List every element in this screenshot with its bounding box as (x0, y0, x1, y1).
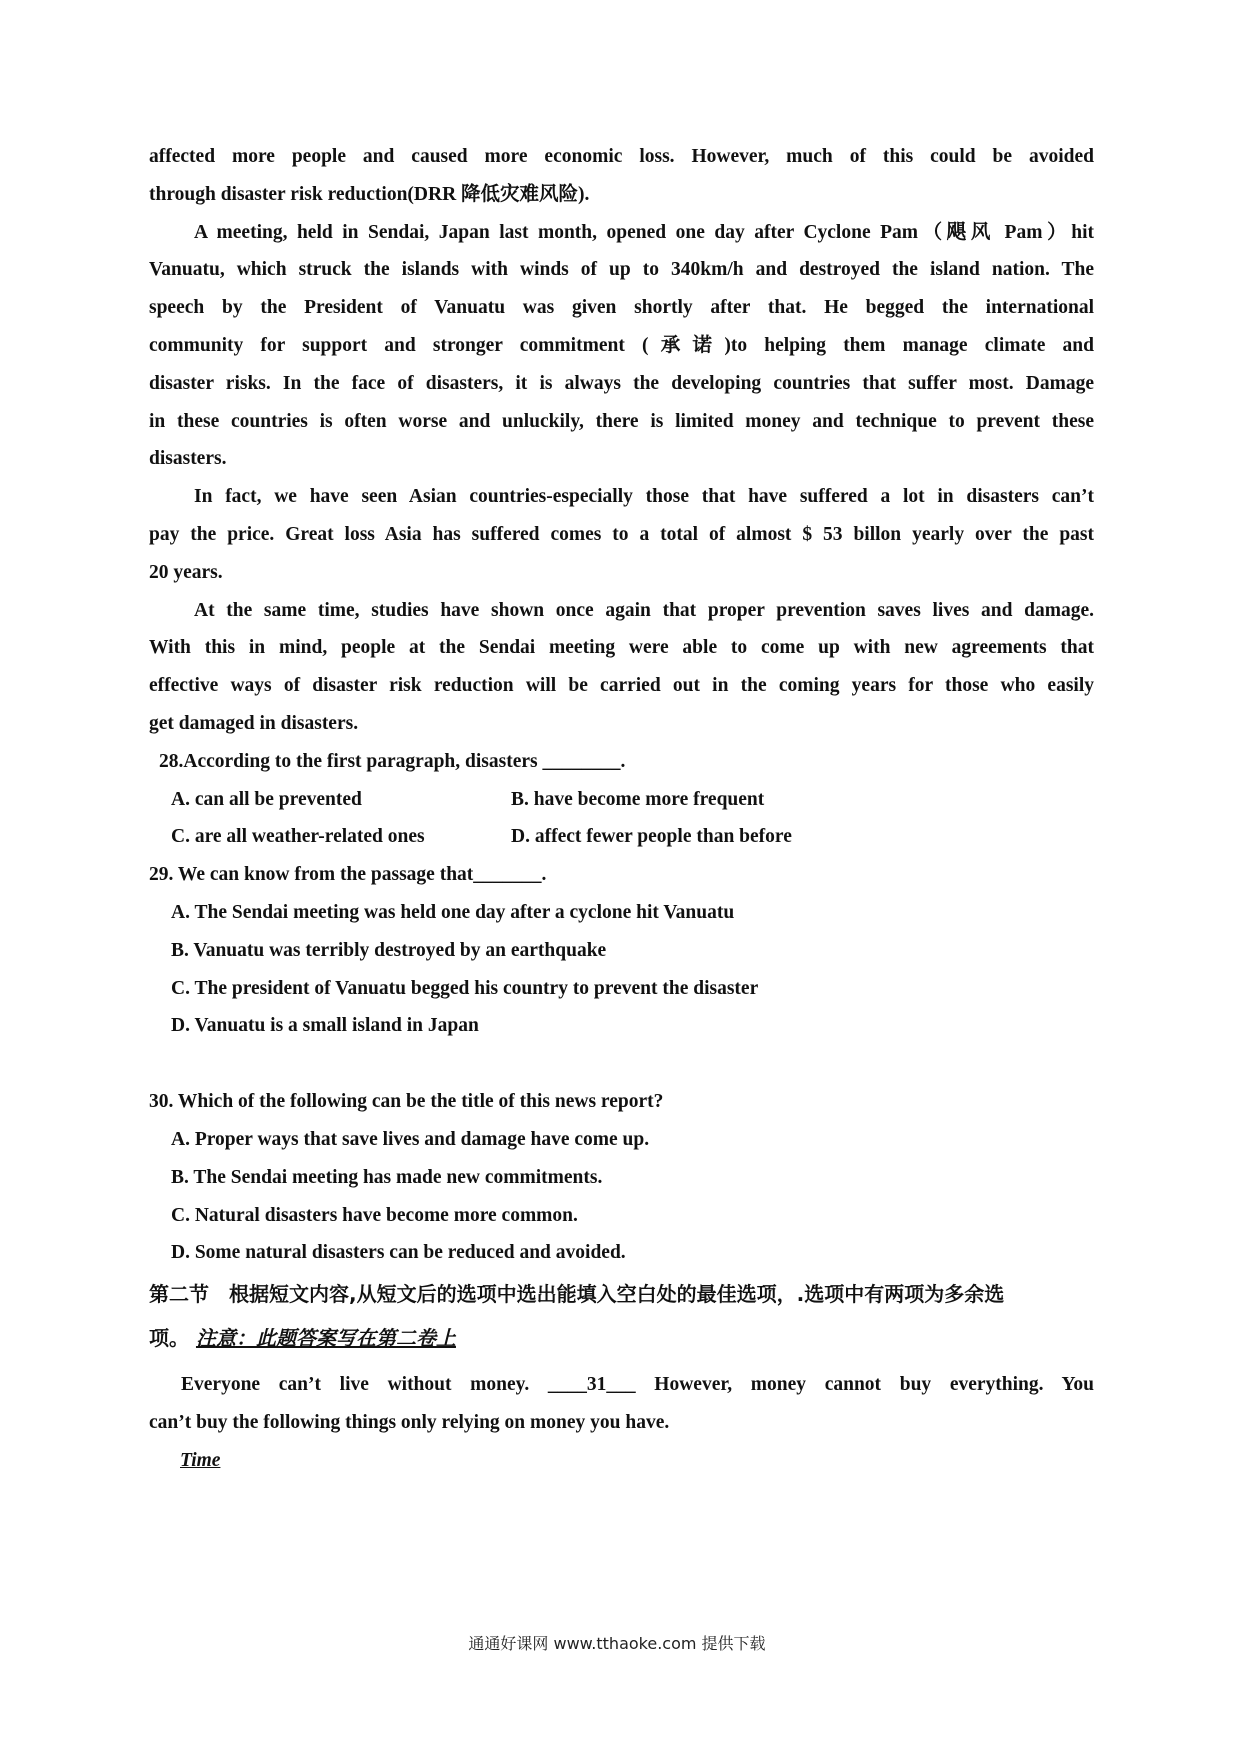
question-stem: 30. Which of the following can be the title of this news report? (149, 1091, 664, 1113)
passage-line: A meeting, held in Sendai, Japan last month, opened one day after Cyclone Pam（飓风 Pam）hit (194, 221, 1094, 243)
option-c: C. are all weather-related ones (171, 826, 425, 848)
option-a: A. The Sendai meeting was held one day after a cyclone hit Vanuatu (171, 901, 735, 923)
option-d: D. affect fewer people than before (511, 826, 792, 848)
option-row (149, 818, 1094, 856)
spacer (149, 1045, 1094, 1083)
option-c: C. Natural disasters have become more common. (171, 1204, 578, 1226)
passage-line: 20 years. (149, 561, 223, 583)
passage-line: pay the price. Great loss Asia has suffered comes to a total of almost $ 53 billon yearly over the past (149, 523, 1094, 545)
passage-line: With this in mind, people at the Sendai meeting were able to come up with new agreements that (149, 637, 1094, 659)
option-c: C. The president of Vanuatu begged his country to prevent the disaster (171, 977, 759, 999)
question-28 (149, 743, 1094, 856)
question-29 (149, 856, 1094, 1045)
cloze-line: Everyone can’t live without money. ____31___ However, money cannot buy everything. You (181, 1374, 1094, 1396)
cloze-line: can’t buy the following things only relying on money you have. (149, 1411, 670, 1433)
option-d: D. Vanuatu is a small island in Japan (171, 1015, 479, 1037)
passage-line: affected more people and caused more economic loss. However, much of this could be avoided (149, 146, 1094, 167)
section-instructions: 第二节 根据短文内容,从短文后的选项中选出能填入空白处的最佳选项，.选项中有两项为多余选 (149, 1282, 1005, 1307)
passage-line: get damaged in disasters. (149, 712, 359, 734)
question-stem: 29. We can know from the passage that_______. (149, 864, 547, 886)
section-2-heading (149, 1272, 1094, 1360)
passage-line: In fact, we have seen Asian countries-especially those that have suffered a lot in disasters can’t (194, 486, 1094, 508)
passage-line: in these countries is often worse and unluckily, there is limited money and technique to prevent these (149, 410, 1094, 432)
section-instructions-cont (149, 1316, 1094, 1360)
document-page (149, 138, 1094, 1480)
passage-line: disaster risks. In the face of disasters, it is always the developing countries that suffer most. Damage (149, 372, 1094, 394)
option-b: B. The Sendai meeting has made new commitments. (171, 1166, 603, 1188)
passage-line: speech by the President of Vanuatu was given shortly after that. He begged the international (149, 297, 1094, 319)
passage-line: At the same time, studies have shown once again that proper prevention saves lives and damage. (194, 599, 1094, 621)
cloze-subheading-row (149, 1442, 1094, 1480)
question-stem: 28.According to the first paragraph, disasters ________. (159, 750, 626, 772)
option-b: B. have become more frequent (511, 788, 765, 810)
passage-line: effective ways of disaster risk reduction will be carried out in the coming years for those who easily (149, 675, 1094, 697)
passage-line: Vanuatu, which struck the islands with winds of up to 340km/h and destroyed the island nation. The (149, 259, 1094, 281)
cloze-passage (149, 1366, 1094, 1479)
option-a: A. Proper ways that save lives and damage have come up. (171, 1128, 650, 1150)
passage-line: community for support and stronger commitment (承诺)to helping them manage climate and (149, 334, 1094, 356)
cloze-subheading: Time (180, 1449, 221, 1471)
passage-line: disasters. (149, 448, 227, 470)
page-footer: 通通好课网 www.tthaoke.com 提供下载 (468, 1634, 766, 1653)
section-instructions-prefix: 项。 (149, 1326, 196, 1351)
answer-note: 注意：此题答案写在第二卷上 (195, 1326, 456, 1351)
reading-passage (149, 138, 1094, 743)
passage-line: through disaster risk reduction(DRR 降低灾难风险). (149, 183, 590, 205)
option-b: B. Vanuatu was terribly destroyed by an earthquake (171, 939, 607, 961)
option-d: D. Some natural disasters can be reduced and avoided. (171, 1242, 626, 1264)
option-a: A. can all be prevented (171, 788, 362, 810)
option-row (149, 781, 1094, 819)
question-30 (149, 1083, 1094, 1272)
